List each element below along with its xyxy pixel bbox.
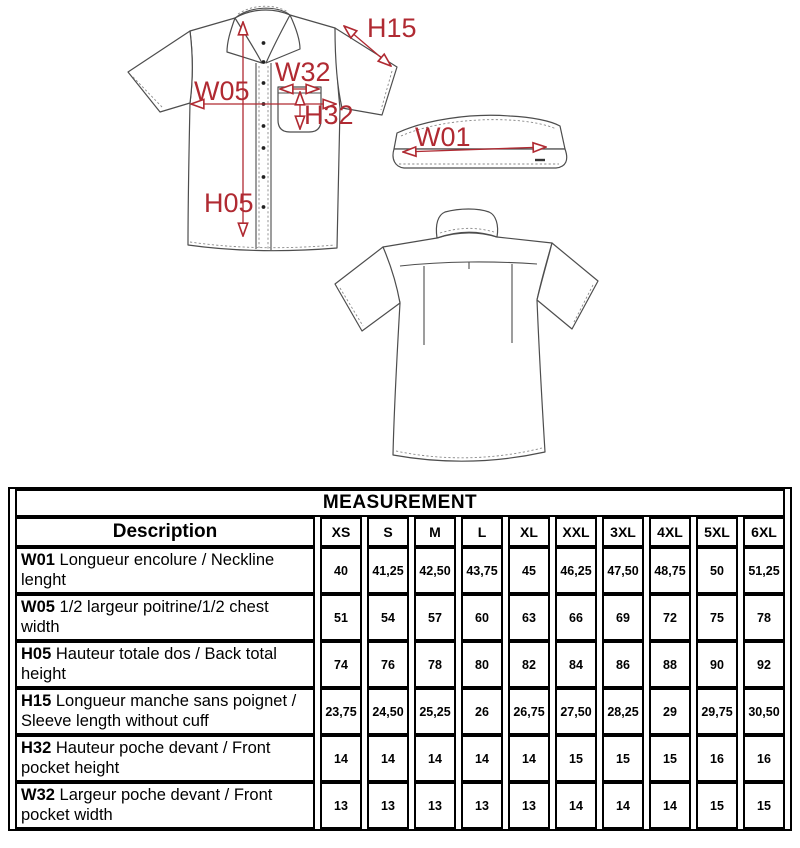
value-cell: 46,25 — [555, 547, 597, 594]
table-row — [15, 641, 785, 688]
value-cell: 26,75 — [508, 688, 550, 735]
table-row — [15, 735, 785, 782]
value-cell: 23,75 — [320, 688, 362, 735]
value-cell: 66 — [555, 594, 597, 641]
row-description-cell — [15, 735, 315, 782]
value-cell: 25,25 — [414, 688, 456, 735]
size-header-3xl: 3XL — [602, 517, 644, 547]
row-description: Largeur poche devant / Front pocket width — [21, 786, 273, 824]
value-cell: 78 — [414, 641, 456, 688]
value-cell: 15 — [555, 735, 597, 782]
row-code: W32 — [21, 786, 55, 804]
size-header-s: S — [367, 517, 409, 547]
value-cell: 57 — [414, 594, 456, 641]
value-cell: 54 — [367, 594, 409, 641]
row-description-cell — [15, 594, 315, 641]
size-header-5xl: 5XL — [696, 517, 738, 547]
value-cell: 29,75 — [696, 688, 738, 735]
value-cell: 14 — [461, 735, 503, 782]
description-header: Description — [15, 517, 315, 547]
value-cell: 50 — [696, 547, 738, 594]
value-cell: 14 — [508, 735, 550, 782]
row-description: Longueur manche sans poignet / Sleeve length without cuff — [21, 692, 297, 730]
dimension-label-w05: W05 — [194, 76, 250, 106]
value-cell: 78 — [743, 594, 785, 641]
dimension-label-h32: H32 — [304, 100, 354, 130]
value-cell: 84 — [555, 641, 597, 688]
table-row — [15, 782, 785, 829]
value-cell: 24,50 — [367, 688, 409, 735]
collar-piece-view — [393, 115, 567, 168]
value-cell: 13 — [508, 782, 550, 829]
table-row — [15, 594, 785, 641]
value-cell: 15 — [649, 735, 691, 782]
measurement-table — [8, 487, 792, 831]
value-cell: 43,75 — [461, 547, 503, 594]
value-cell: 14 — [555, 782, 597, 829]
value-cell: 15 — [602, 735, 644, 782]
row-code: H15 — [21, 692, 52, 710]
size-header-m: M — [414, 517, 456, 547]
value-cell: 13 — [414, 782, 456, 829]
dimension-label-w01: W01 — [415, 122, 471, 152]
value-cell: 13 — [367, 782, 409, 829]
value-cell: 14 — [367, 735, 409, 782]
size-header-4xl: 4XL — [649, 517, 691, 547]
value-cell: 74 — [320, 641, 362, 688]
value-cell: 47,50 — [602, 547, 644, 594]
size-header-xl: XL — [508, 517, 550, 547]
row-description-cell — [15, 782, 315, 829]
table-row — [15, 547, 785, 594]
dimension-label-h15: H15 — [367, 13, 417, 43]
value-cell: 14 — [649, 782, 691, 829]
value-cell: 13 — [320, 782, 362, 829]
dimension-label-h05: H05 — [204, 188, 254, 218]
row-code: W05 — [21, 598, 55, 616]
table-row — [15, 688, 785, 735]
value-cell: 13 — [461, 782, 503, 829]
value-cell: 90 — [696, 641, 738, 688]
value-cell: 48,75 — [649, 547, 691, 594]
row-description: 1/2 largeur poitrine/1/2 chest width — [21, 598, 269, 636]
value-cell: 27,50 — [555, 688, 597, 735]
value-cell: 26 — [461, 688, 503, 735]
value-cell: 16 — [696, 735, 738, 782]
value-cell: 88 — [649, 641, 691, 688]
value-cell: 86 — [602, 641, 644, 688]
row-code: W01 — [21, 551, 55, 569]
value-cell: 82 — [508, 641, 550, 688]
value-cell: 63 — [508, 594, 550, 641]
value-cell: 80 — [461, 641, 503, 688]
value-cell: 14 — [414, 735, 456, 782]
row-description: Hauteur poche devant / Front pocket height — [21, 739, 271, 777]
value-cell: 45 — [508, 547, 550, 594]
value-cell: 51,25 — [743, 547, 785, 594]
value-cell: 40 — [320, 547, 362, 594]
value-cell: 92 — [743, 641, 785, 688]
value-cell: 15 — [696, 782, 738, 829]
size-header-l: L — [461, 517, 503, 547]
value-cell: 16 — [743, 735, 785, 782]
dimension-label-w32: W32 — [275, 57, 331, 87]
value-cell: 60 — [461, 594, 503, 641]
size-header-xs: XS — [320, 517, 362, 547]
size-header-xxl: XXL — [555, 517, 597, 547]
shirt-front-view — [128, 6, 417, 250]
value-cell: 15 — [743, 782, 785, 829]
row-description-cell — [15, 688, 315, 735]
table-title: MEASUREMENT — [15, 489, 785, 517]
value-cell: 69 — [602, 594, 644, 641]
size-header-6xl: 6XL — [743, 517, 785, 547]
value-cell: 42,50 — [414, 547, 456, 594]
front-left-sleeve — [128, 31, 192, 112]
row-description-cell — [15, 641, 315, 688]
value-cell: 29 — [649, 688, 691, 735]
value-cell: 14 — [320, 735, 362, 782]
row-code: H32 — [21, 739, 52, 757]
row-description: Hauteur totale dos / Back total height — [21, 645, 277, 683]
value-cell: 14 — [602, 782, 644, 829]
value-cell: 75 — [696, 594, 738, 641]
value-cell: 72 — [649, 594, 691, 641]
back-body — [383, 233, 552, 461]
row-description: Longueur encolure / Neckline lenght — [21, 551, 275, 589]
row-code: H05 — [21, 645, 52, 663]
row-description-cell — [15, 547, 315, 594]
value-cell: 51 — [320, 594, 362, 641]
shirt-back-view — [335, 209, 598, 461]
value-cell: 76 — [367, 641, 409, 688]
value-cell: 28,25 — [602, 688, 644, 735]
value-cell: 41,25 — [367, 547, 409, 594]
value-cell: 30,50 — [743, 688, 785, 735]
